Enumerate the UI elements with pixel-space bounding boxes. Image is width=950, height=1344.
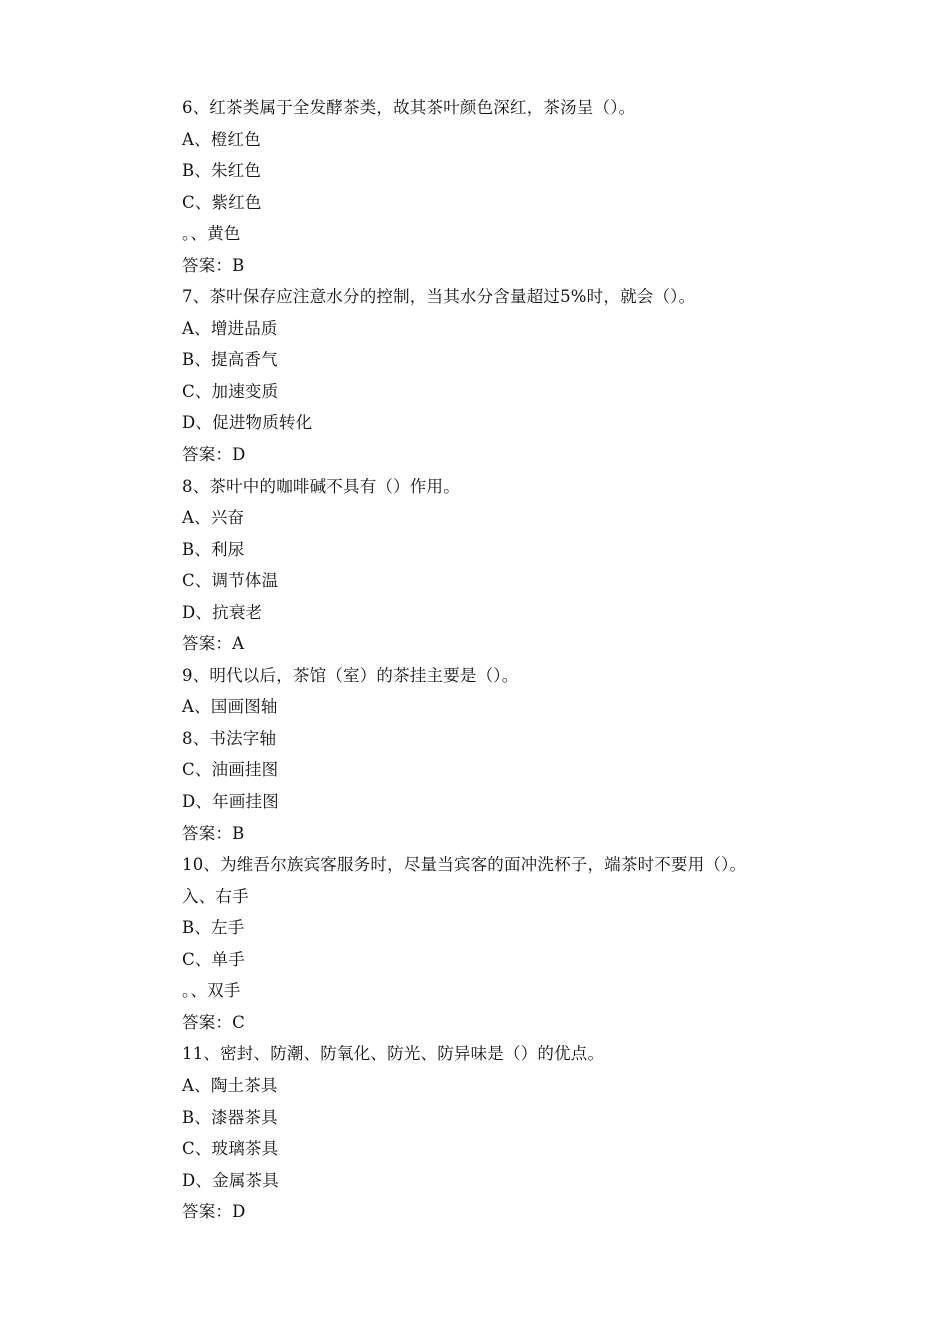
option-d: D、年画挂图 (182, 792, 279, 812)
answer-text: 答案：B (182, 823, 245, 843)
question-11 (182, 1038, 882, 1227)
option-c: C、玻璃茶具 (182, 1139, 279, 1159)
answer-text: 答案：D (182, 445, 246, 465)
answer-text: 答案：A (182, 634, 245, 654)
question-10 (182, 849, 882, 1038)
question-8 (182, 471, 882, 660)
option-d: 。、双手 (182, 981, 241, 1001)
question-text: 7、茶叶保存应注意水分的控制，当其水分含量超过5%时，就会（）。 (182, 287, 696, 307)
option-b: B、朱红色 (182, 161, 262, 181)
question-7 (182, 281, 882, 470)
option-a: 入、右手 (182, 886, 249, 906)
option-a: A、兴奋 (182, 508, 245, 528)
question-text: 6、红茶类属于全发酵茶类，故其茶叶颜色深红，茶汤呈（）。 (182, 98, 636, 117)
option-c: C、单手 (182, 949, 245, 969)
option-b: 8、书法字轴 (182, 728, 277, 748)
question-text: 10、为维吾尔族宾客服务时，尽量当宾客的面冲洗杯子，端茶时不要用（）。 (182, 855, 747, 875)
option-b: B、利尿 (182, 539, 245, 559)
option-d: 。、黄色 (182, 224, 241, 244)
option-b: B、左手 (182, 918, 245, 938)
option-c: C、紫红色 (182, 192, 262, 212)
question-text: 8、茶叶中的咖啡碱不具有（）作用。 (182, 476, 460, 496)
answer-text: 答案：B (182, 255, 245, 275)
question-text: 9、明代以后，茶馆（室）的茶挂主要是（）。 (182, 665, 519, 685)
option-c: C、加速变质 (182, 381, 279, 401)
option-c: C、油画挂图 (182, 760, 279, 780)
option-d: D、抗衰老 (182, 602, 263, 622)
question-9 (182, 660, 882, 849)
option-d: D、促进物质转化 (182, 413, 313, 433)
question-list (182, 92, 882, 1228)
option-a: A、陶土茶具 (182, 1075, 278, 1095)
question-6 (182, 92, 882, 281)
option-b: B、漆器茶具 (182, 1107, 278, 1127)
answer-text: 答案：C (182, 1012, 245, 1032)
option-a: A、增进品质 (182, 318, 278, 338)
option-b: B、提高香气 (182, 350, 278, 370)
option-d: D、金属茶具 (182, 1170, 279, 1190)
answer-text: 答案：D (182, 1202, 246, 1222)
option-c: C、调节体温 (182, 571, 279, 591)
question-text: 11、密封、防潮、防氧化、防光、防异味是（）的优点。 (182, 1044, 605, 1064)
option-a: A、橙红色 (182, 129, 261, 149)
option-a: A、国画图轴 (182, 697, 278, 717)
